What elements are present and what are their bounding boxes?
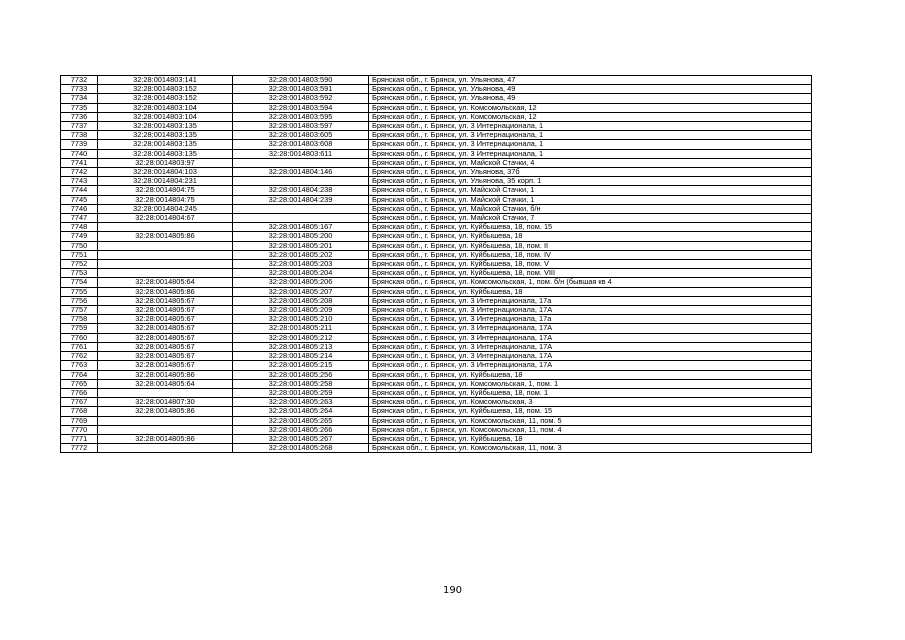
table-body [61,76,812,453]
row-number-cell: 7756 [61,296,98,305]
parent-cadastral-number-cell: 32:28:0014807:30 [98,398,233,407]
address-cell: Брянская обл., г. Брянск, ул. Куйбышева, 18, пом. 15 [369,223,812,232]
address-cell: Брянская обл., г. Брянск, ул. Ульянова, 47 [369,76,812,85]
parent-cadastral-number-cell: 32:28:0014805:67 [98,315,233,324]
row-number-cell: 7753 [61,269,98,278]
cadastral-number-cell: 32:28:0014805:259 [233,388,369,397]
table-row [61,269,812,278]
address-cell: Брянская обл., г. Брянск, ул. Майской Стачки, 1 [369,195,812,204]
table-row [61,232,812,241]
table-row [61,287,812,296]
parent-cadastral-number-cell: 32:28:0014803:152 [98,94,233,103]
row-number-cell: 7751 [61,250,98,259]
parent-cadastral-number-cell [98,241,233,250]
row-number-cell: 7741 [61,158,98,167]
cadastral-number-cell: 32:28:0014803:611 [233,149,369,158]
cadastral-number-cell: 32:28:0014805:258 [233,379,369,388]
cadastral-number-cell: 32:28:0014805:263 [233,398,369,407]
table-row [61,444,812,453]
row-number-cell: 7757 [61,306,98,315]
table-row [61,333,812,342]
row-number-cell: 7754 [61,278,98,287]
address-cell: Брянская обл., г. Брянск, ул. 3 Интернационала, 17А [369,306,812,315]
address-cell: Брянская обл., г. Брянск, ул. 3 Интернационала, 17а [369,315,812,324]
table-row [61,131,812,140]
cadastral-number-cell: 32:28:0014805:209 [233,306,369,315]
row-number-cell: 7747 [61,214,98,223]
cadastral-number-cell [233,177,369,186]
address-cell: Брянская обл., г. Брянск, ул. Ульянова, 37б [369,168,812,177]
table-row [61,296,812,305]
page-number: 190 [442,585,463,596]
address-cell: Брянская обл., г. Брянск, ул. Майской Стачки, 7 [369,214,812,223]
parent-cadastral-number-cell: 32:28:0014803:141 [98,76,233,85]
row-number-cell: 7733 [61,85,98,94]
table-row [61,94,812,103]
row-number-cell: 7768 [61,407,98,416]
cadastral-number-cell: 32:28:0014803:608 [233,140,369,149]
cadastral-number-cell: 32:28:0014805:206 [233,278,369,287]
table-row [61,186,812,195]
parent-cadastral-number-cell [98,425,233,434]
address-cell: Брянская обл., г. Брянск, ул. 3 Интернационала, 1 [369,140,812,149]
table-row [61,379,812,388]
cadastral-number-cell: 32:28:0014805:213 [233,342,369,351]
table-row [61,103,812,112]
parent-cadastral-number-cell: 32:28:0014805:67 [98,324,233,333]
table-row [61,241,812,250]
address-cell: Брянская обл., г. Брянск, ул. Комсомольская, 11, пом. 5 [369,416,812,425]
address-cell: Брянская обл., г. Брянск, ул. Куйбышева, 18 [369,370,812,379]
cadastral-number-cell: 32:28:0014803:590 [233,76,369,85]
parent-cadastral-number-cell: 32:28:0014804:75 [98,195,233,204]
row-number-cell: 7743 [61,177,98,186]
address-cell: Брянская обл., г. Брянск, ул. Куйбышева, 18, пом. 15 [369,407,812,416]
address-cell: Брянская обл., г. Брянск, ул. 3 Интернационала, 17А [369,361,812,370]
address-cell: Брянская обл., г. Брянск, ул. Куйбышева, 18 [369,434,812,443]
parent-cadastral-number-cell: 32:28:0014803:104 [98,103,233,112]
table-row [61,214,812,223]
parent-cadastral-number-cell: 32:28:0014805:86 [98,287,233,296]
row-number-cell: 7750 [61,241,98,250]
cadastral-number-cell [233,204,369,213]
address-cell: Брянская обл., г. Брянск, ул. Майской Стачки, 4 [369,158,812,167]
table-row [61,177,812,186]
address-cell: Брянская обл., г. Брянск, ул. Ульянова, 49 [369,94,812,103]
address-cell: Брянская обл., г. Брянск, ул. Куйбышева, 18, пом. II [369,241,812,250]
row-number-cell: 7752 [61,260,98,269]
row-number-cell: 7736 [61,112,98,121]
parent-cadastral-number-cell: 32:28:0014804:75 [98,186,233,195]
row-number-cell: 7767 [61,398,98,407]
parent-cadastral-number-cell [98,416,233,425]
address-cell: Брянская обл., г. Брянск, ул. Куйбышева, 18, пом. V [369,260,812,269]
cadastral-number-cell: 32:28:0014805:211 [233,324,369,333]
cadastral-number-cell: 32:28:0014805:210 [233,315,369,324]
parent-cadastral-number-cell: 32:28:0014805:86 [98,232,233,241]
parent-cadastral-number-cell: 32:28:0014804:231 [98,177,233,186]
cadastral-number-cell: 32:28:0014803:595 [233,112,369,121]
row-number-cell: 7738 [61,131,98,140]
cadastral-number-cell: 32:28:0014805:215 [233,361,369,370]
table-row [61,342,812,351]
row-number-cell: 7749 [61,232,98,241]
parent-cadastral-number-cell: 32:28:0014805:67 [98,333,233,342]
parent-cadastral-number-cell [98,250,233,259]
cadastral-number-cell: 32:28:0014805:208 [233,296,369,305]
parent-cadastral-number-cell: 32:28:0014803:97 [98,158,233,167]
cadastral-number-cell: 32:28:0014805:212 [233,333,369,342]
row-number-cell: 7755 [61,287,98,296]
row-number-cell: 7771 [61,434,98,443]
table-row [61,388,812,397]
cadastral-number-cell: 32:28:0014805:268 [233,444,369,453]
address-cell: Брянская обл., г. Брянск, ул. Ульянова, 35 корп. 1 [369,177,812,186]
cadastral-number-cell: 32:28:0014803:592 [233,94,369,103]
cadastral-number-cell: 32:28:0014804:238 [233,186,369,195]
parent-cadastral-number-cell: 32:28:0014805:86 [98,370,233,379]
table-row [61,250,812,259]
address-cell: Брянская обл., г. Брянск, ул. Куйбышева, 18 [369,232,812,241]
parent-cadastral-number-cell: 32:28:0014804:67 [98,214,233,223]
cadastral-number-cell: 32:28:0014805:201 [233,241,369,250]
row-number-cell: 7740 [61,149,98,158]
address-cell: Брянская обл., г. Брянск, ул. 3 Интернационала, 1 [369,149,812,158]
parent-cadastral-number-cell: 32:28:0014805:67 [98,306,233,315]
table-row [61,324,812,333]
table-row [61,204,812,213]
table-row [61,149,812,158]
cadastral-number-cell: 32:28:0014804:146 [233,168,369,177]
row-number-cell: 7732 [61,76,98,85]
row-number-cell: 7763 [61,361,98,370]
table-row [61,407,812,416]
row-number-cell: 7764 [61,370,98,379]
cadastral-number-cell [233,158,369,167]
address-cell: Брянская обл., г. Брянск, ул. 3 Интернационала, 17А [369,352,812,361]
cadastral-number-cell: 32:28:0014805:264 [233,407,369,416]
address-cell: Брянская обл., г. Брянск, ул. Комсомольская, 11, пом. 3 [369,444,812,453]
parent-cadastral-number-cell: 32:28:0014803:135 [98,149,233,158]
table-row [61,306,812,315]
cadastral-number-cell: 32:28:0014803:594 [233,103,369,112]
address-cell: Брянская обл., г. Брянск, ул. Комсомольская, 1, пом. б/н (бывшая кв 4 [369,278,812,287]
row-number-cell: 7746 [61,204,98,213]
row-number-cell: 7739 [61,140,98,149]
address-cell: Брянская обл., г. Брянск, ул. Майской Стачки, б/н [369,204,812,213]
table-row [61,158,812,167]
cadastral-number-cell: 32:28:0014803:605 [233,131,369,140]
cadastral-number-cell [233,214,369,223]
address-cell: Брянская обл., г. Брянск, ул. Комсомольская, 12 [369,103,812,112]
registry-table [60,75,812,453]
row-number-cell: 7765 [61,379,98,388]
table-row [61,140,812,149]
address-cell: Брянская обл., г. Брянск, ул. Комсомольская, 12 [369,112,812,121]
row-number-cell: 7734 [61,94,98,103]
address-cell: Брянская обл., г. Брянск, ул. Комсомольская, 1, пом. 1 [369,379,812,388]
address-cell: Брянская обл., г. Брянск, ул. 3 Интернационала, 17а [369,296,812,305]
table-row [61,122,812,131]
table-row [61,76,812,85]
parent-cadastral-number-cell: 32:28:0014805:86 [98,434,233,443]
parent-cadastral-number-cell: 32:28:0014805:67 [98,296,233,305]
table-row [61,416,812,425]
parent-cadastral-number-cell: 32:28:0014805:67 [98,361,233,370]
table-row [61,425,812,434]
table-row [61,361,812,370]
parent-cadastral-number-cell: 32:28:0014803:135 [98,122,233,131]
row-number-cell: 7748 [61,223,98,232]
parent-cadastral-number-cell [98,269,233,278]
table-row [61,112,812,121]
address-cell: Брянская обл., г. Брянск, ул. Комсомольская, 3 [369,398,812,407]
parent-cadastral-number-cell: 32:28:0014803:104 [98,112,233,121]
row-number-cell: 7759 [61,324,98,333]
address-cell: Брянская обл., г. Брянск, ул. Куйбышева, 18, пом. IV [369,250,812,259]
parent-cadastral-number-cell [98,260,233,269]
parent-cadastral-number-cell: 32:28:0014803:135 [98,140,233,149]
cadastral-number-cell: 32:28:0014805:265 [233,416,369,425]
table-row [61,370,812,379]
cadastral-number-cell: 32:28:0014805:167 [233,223,369,232]
cadastral-number-cell: 32:28:0014805:203 [233,260,369,269]
cadastral-number-cell: 32:28:0014805:256 [233,370,369,379]
table-row [61,315,812,324]
row-number-cell: 7762 [61,352,98,361]
row-number-cell: 7770 [61,425,98,434]
cadastral-number-cell: 32:28:0014803:591 [233,85,369,94]
row-number-cell: 7745 [61,195,98,204]
address-cell: Брянская обл., г. Брянск, ул. 3 Интернационала, 1 [369,122,812,131]
address-cell: Брянская обл., г. Брянск, ул. 3 Интернационала, 1 [369,131,812,140]
parent-cadastral-number-cell: 32:28:0014804:245 [98,204,233,213]
row-number-cell: 7761 [61,342,98,351]
parent-cadastral-number-cell [98,223,233,232]
parent-cadastral-number-cell: 32:28:0014803:135 [98,131,233,140]
address-cell: Брянская обл., г. Брянск, ул. Ульянова, 49 [369,85,812,94]
table-row [61,168,812,177]
address-cell: Брянская обл., г. Брянск, ул. Майской Стачки, 1 [369,186,812,195]
table-row [61,398,812,407]
parent-cadastral-number-cell: 32:28:0014805:67 [98,352,233,361]
table-row [61,223,812,232]
row-number-cell: 7735 [61,103,98,112]
parent-cadastral-number-cell: 32:28:0014804:103 [98,168,233,177]
row-number-cell: 7744 [61,186,98,195]
cadastral-number-cell: 32:28:0014805:200 [233,232,369,241]
row-number-cell: 7737 [61,122,98,131]
table-row [61,434,812,443]
table-row [61,195,812,204]
address-cell: Брянская обл., г. Брянск, ул. Куйбышева, 18, пом. 1 [369,388,812,397]
address-cell: Брянская обл., г. Брянск, ул. 3 Интернационала, 17А [369,342,812,351]
row-number-cell: 7772 [61,444,98,453]
row-number-cell: 7758 [61,315,98,324]
table-row [61,85,812,94]
cadastral-number-cell: 32:28:0014805:207 [233,287,369,296]
cadastral-number-cell: 32:28:0014805:266 [233,425,369,434]
address-cell: Брянская обл., г. Брянск, ул. 3 Интернационала, 17А [369,333,812,342]
address-cell: Брянская обл., г. Брянск, ул. Комсомольская, 11, пом. 4 [369,425,812,434]
cadastral-number-cell: 32:28:0014803:597 [233,122,369,131]
row-number-cell: 7760 [61,333,98,342]
cadastral-number-cell: 32:28:0014805:267 [233,434,369,443]
row-number-cell: 7742 [61,168,98,177]
parent-cadastral-number-cell: 32:28:0014805:64 [98,379,233,388]
table-row [61,260,812,269]
parent-cadastral-number-cell [98,444,233,453]
row-number-cell: 7769 [61,416,98,425]
cadastral-number-cell: 32:28:0014805:214 [233,352,369,361]
address-cell: Брянская обл., г. Брянск, ул. 3 Интернационала, 17А [369,324,812,333]
address-cell: Брянская обл., г. Брянск, ул. Куйбышева, 18, пом. VIII [369,269,812,278]
parent-cadastral-number-cell: 32:28:0014805:64 [98,278,233,287]
cadastral-number-cell: 32:28:0014804:239 [233,195,369,204]
address-cell: Брянская обл., г. Брянск, ул. Куйбышева, 18 [369,287,812,296]
parent-cadastral-number-cell [98,388,233,397]
cadastral-number-cell: 32:28:0014805:202 [233,250,369,259]
cadastral-number-cell: 32:28:0014805:204 [233,269,369,278]
row-number-cell: 7766 [61,388,98,397]
parent-cadastral-number-cell: 32:28:0014803:152 [98,85,233,94]
table-row [61,278,812,287]
parent-cadastral-number-cell: 32:28:0014805:86 [98,407,233,416]
table-row [61,352,812,361]
parent-cadastral-number-cell: 32:28:0014805:67 [98,342,233,351]
